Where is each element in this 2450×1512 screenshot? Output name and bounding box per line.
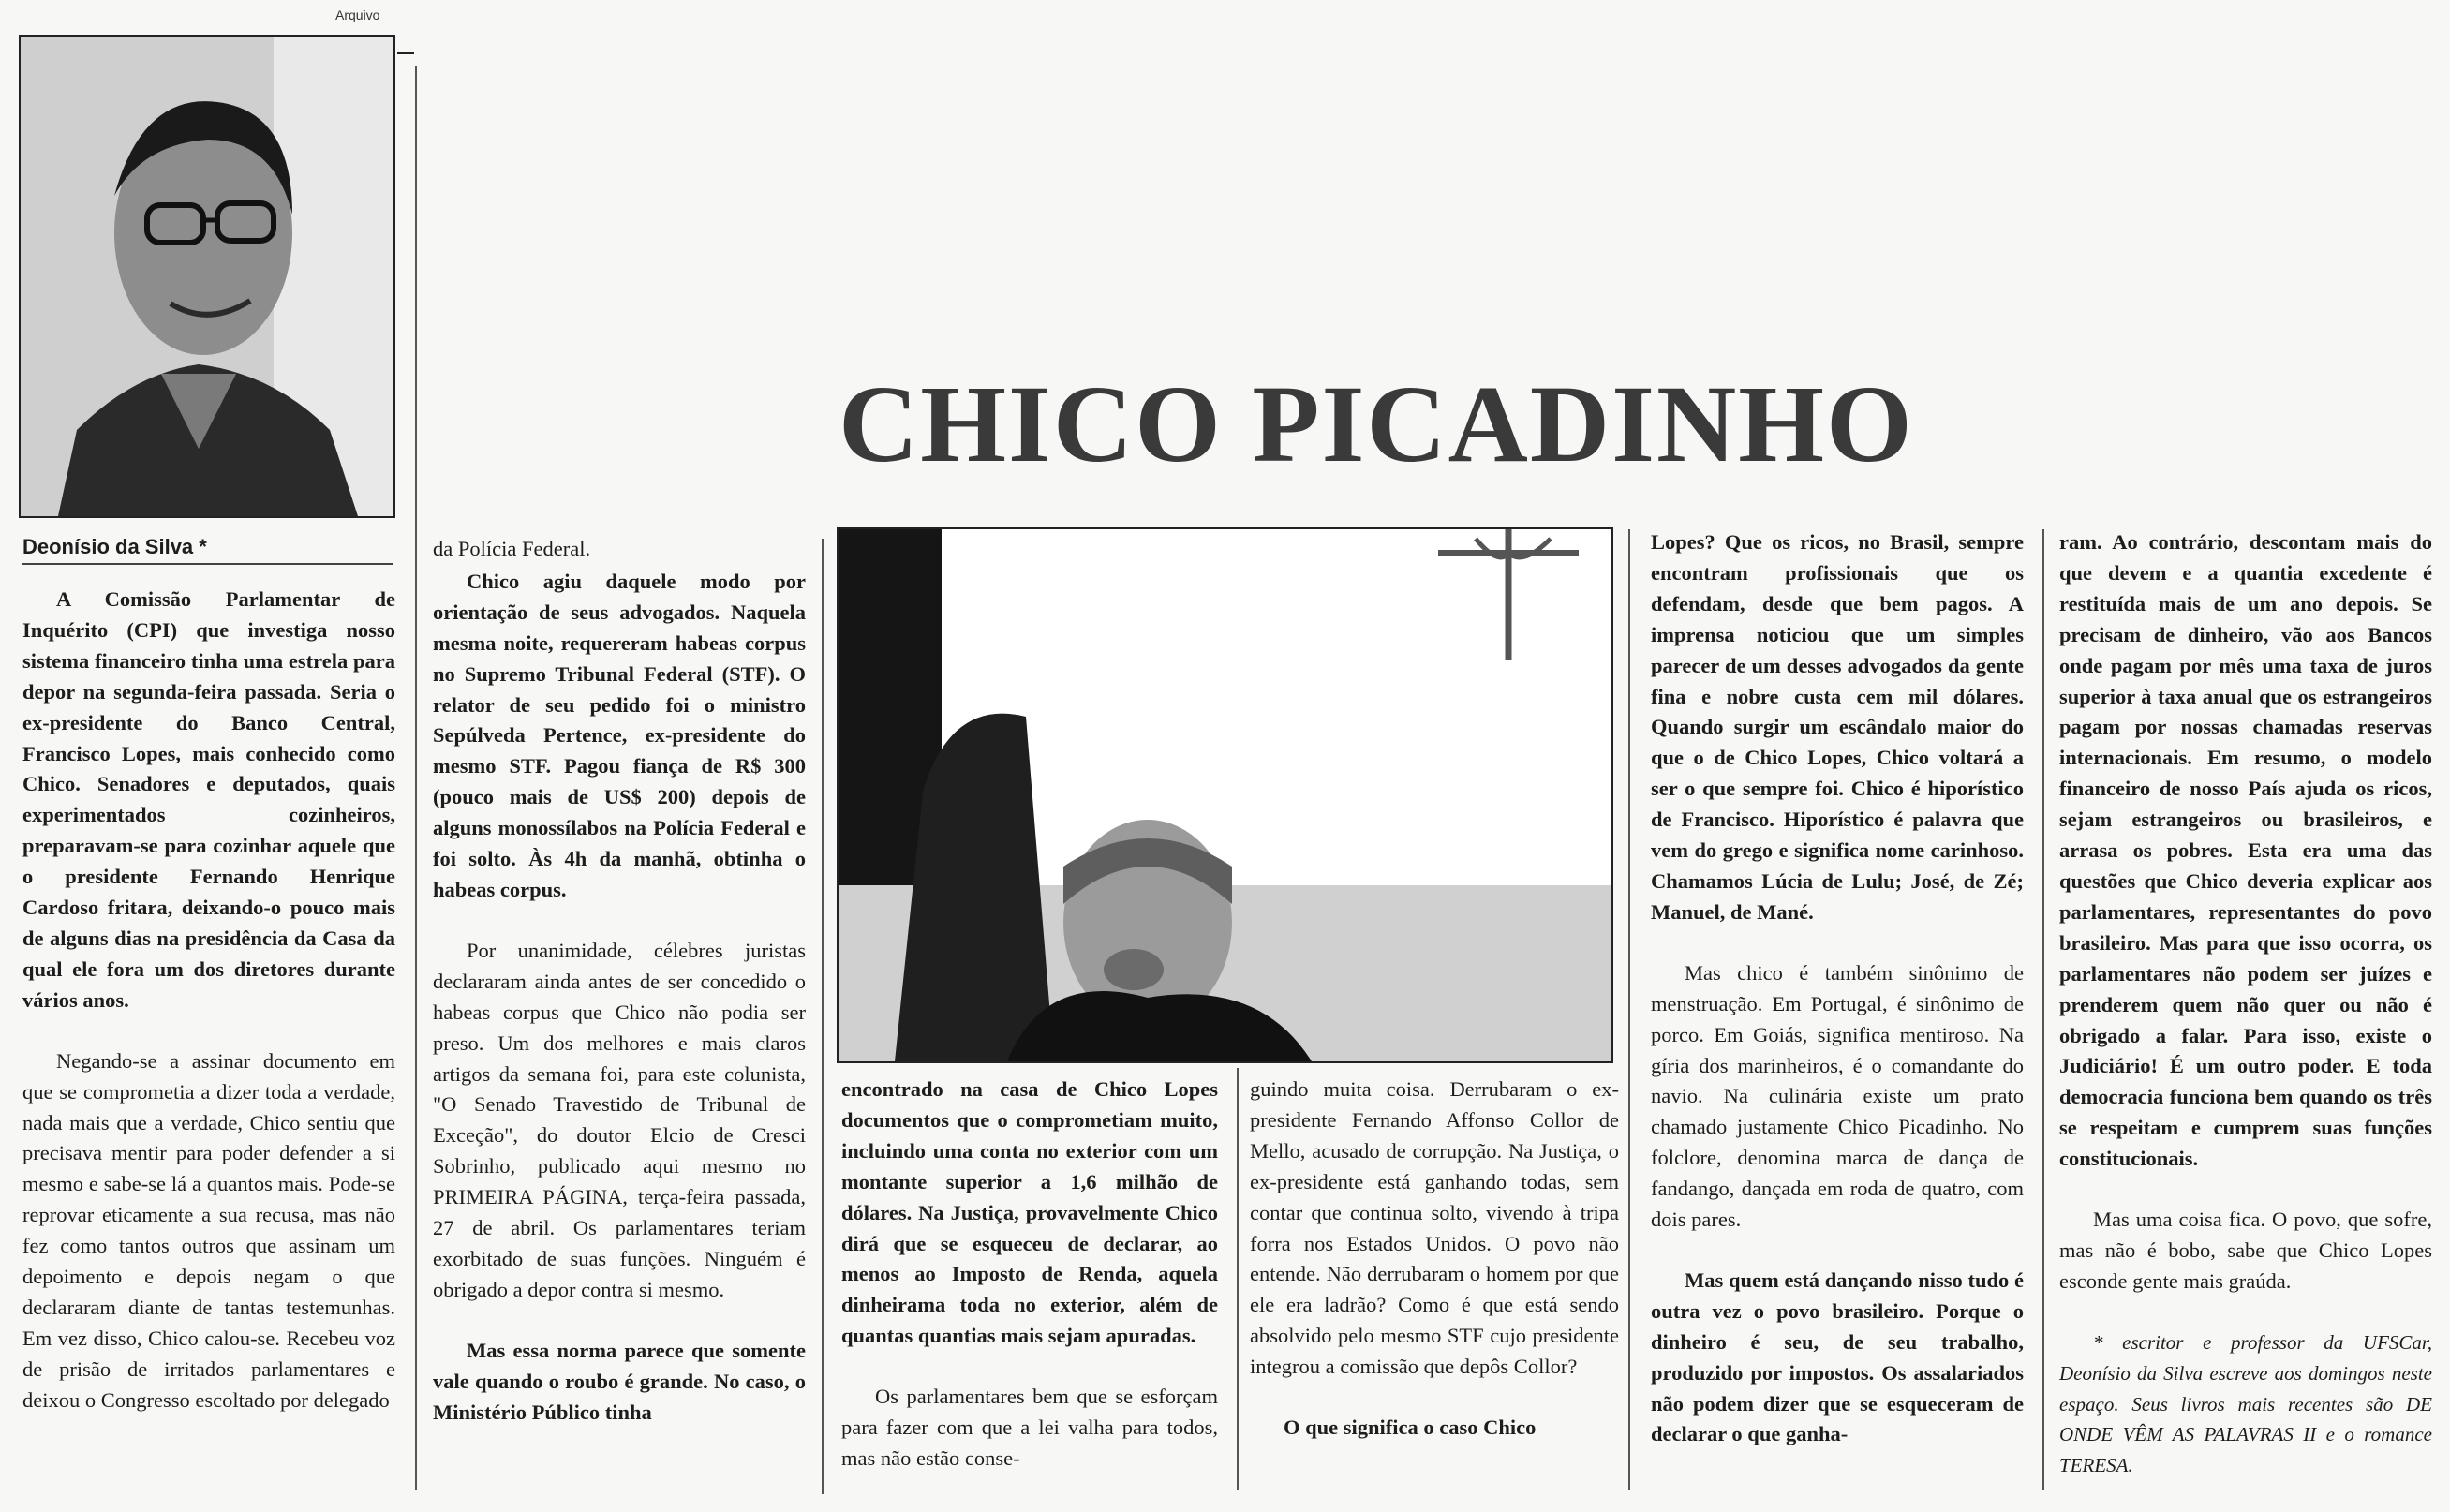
column-divider	[1237, 1068, 1239, 1490]
author-portrait	[19, 35, 395, 518]
article-column-3	[841, 1075, 1218, 1505]
paragraph: ram. Ao contrário, descontam mais do que devem e a quantia excedente é restituída mais de um ano depois. Se precisam de dinheiro, vão aos Bancos onde pagam por mês uma taxa de juros superior à taxa anual que os estrangeiros pagam por nossas chamadas reservas internacionais. Em resumo, o modelo financeiro de nosso País ajuda os ricos, sejam estrangeiros ou brasileiros, e arrasa os pobres. Esta era uma das questões que Chico deveria explicar aos parlamentares, representantes do povo brasileiro. Mas para que isso ocorra, os parlamentares não podem ser juízes e prenderem quem não quer ou não é obrigado a falar. Para isso, existe o Judiciário! É um outro poder. E toda democracia funciona bem quando os três se respeitam e cumprem suas funções constitucionais.	[2059, 530, 2432, 1171]
article-photo-drawing	[839, 529, 1611, 1061]
photo-credit: Arquivo	[335, 7, 380, 22]
article-column-5	[1651, 527, 2024, 1480]
author-portrait-drawing	[21, 37, 393, 516]
column-divider	[415, 66, 417, 1490]
paragraph: Negando-se a assinar documento em que se comprometia a dizer toda a verdade, nada mais que a verdade, Chico sentiu que precisava mentir para poder defender a si mesmo e sabe-se lá a quantos mais. Pode-se reprovar eticamente a sua recusa, mas não fez como tantos outros que assinam um depoimento e depois negam o que declararam diante de tantas testemunhas. Em vez disso, Chico calou-se. Recebeu voz de prisão de irritados parlamentares e deixou o Congresso escoltado por delegado	[22, 1048, 395, 1412]
paragraph: A Comissão Parlamentar de Inquérito (CPI) que investiga nosso sistema financeiro tinha uma estrela para depor na segunda-feira passada. Seria o ex-presidente do Banco Central, Francisco Lopes, mais conhecido como Chico. Senadores e deputados, quais experimentados cozinheiros, preparavam-se para cozinhar aquele que o presidente Fernando Henrique Cardoso fritara, deixando-o pouco mais de alguns dias na presidência da Casa da qual ele fora um dos diretores durante vários anos.	[22, 587, 395, 1012]
paragraph: Por unanimidade, célebres juristas declararam ainda antes de ser concedido o habeas corpus que Chico não podia ser preso. Um dos melhores e mais claros artigos da semana foi, para este colunista, "O Senado Travestido de Tribunal de Exceção", do doutor Elcio de Cresci Sobrinho, publicado aqui mesmo no PRIMEIRA PÁGINA, terça-feira passada, 27 de abril. Os parlamentares teriam exorbitado de suas funções. Ninguém é obrigado a depor contra si mesmo.	[433, 938, 806, 1301]
author-note: * escritor e professor da UFSCar, Deonísio da Silva escreve aos domingos neste espaço. Seus livros mais recentes são DE ONDE VÊM AS PALAVRAS II e o romance TERESA.	[2059, 1330, 2432, 1477]
paragraph: Mas chico é também sinônimo de menstruação. Em Portugal, é sinônimo de porco. Em Goiás, significa mentiroso. Na gíria dos marinheiros, é o comandante do navio. Na culinária existe um prato chamado justamente Chico Picadinho. No folclore, denomina marca de dança de fandango, dançada em roda de quatro, com dois pares.	[1651, 960, 2024, 1232]
paragraph: O que significa o caso Chico	[1284, 1416, 1537, 1440]
article-column-1	[22, 585, 395, 1446]
column-divider	[822, 539, 824, 1494]
paragraph: Lopes? Que os ricos, no Brasil, sempre encontram profissionais que os defendam, desde que bem pagos. A imprensa noticiou que um simples parecer de um desses advogados da gente fina e nobre custa cem mil dólares. Quando surgir um escândalo maior do que o de Chico Lopes, Chico voltará a ser o que sempre foi. Chico é hiporístico de Francisco. Hiporístico é palavra que vem do grego e significa nome carinhoso. Chamamos Lúcia de Lulu; José, de Zé; Manuel, de Mané.	[1651, 530, 2024, 924]
paragraph: Mas uma coisa fica. O povo, que sofre, mas não é bobo, sabe que Chico Lopes esconde gente mais graúda.	[2059, 1208, 2432, 1293]
paragraph: encontrado na casa de Chico Lopes documentos que o comprometiam muito, incluindo uma conta no exterior com um montante superior a 1,6 milhão de dólares. Na Justiça, provavelmente Chico dirá que se esqueceu de declarar, ao menos ao Imposto de Renda, aquela dinheirama toda no exterior, além de quantas quantias mais sejam apuradas.	[841, 1077, 1218, 1348]
article-column-6	[2059, 527, 2432, 1511]
headline: CHICO PICADINHO	[839, 363, 1914, 485]
photo-edge-line	[397, 52, 414, 54]
author-byline: Deonísio da Silva *	[22, 535, 393, 565]
article-photo	[837, 527, 1613, 1063]
article-column-2	[433, 534, 806, 1458]
paragraph: Mas essa norma parece que somente vale quando o roubo é grande. No caso, o Ministério Público tinha	[433, 1338, 806, 1424]
paragraph: Os parlamentares bem que se esforçam para fazer com que a lei valha para todos, mas não estão conse-	[841, 1385, 1218, 1470]
paragraph: guindo muita coisa. Derrubaram o ex-presidente Fernando Affonso Collor de Mello, acusado de corrupção. Na Justiça, o ex-presidente está ganhando todas, sem contar que continua solto, vivendo à tripa forra nos Estados Unidos. O povo não entende. Não derrubaram o homem por que ele era ladrão? Como é que está sendo absolvido pelo mesmo STF cujo presidente integrou a comissão que depôs Collor?	[1250, 1077, 1619, 1379]
column-divider	[1628, 529, 1630, 1490]
paragraph: Chico agiu daquele modo por orientação de seus advogados. Naquela mesma noite, requereram habeas corpus no Supremo Tribunal Federal (STF). O relator de seu pedido foi o ministro Sepúlveda Pertence, ex-presidente do mesmo STF. Pagou fiança de R$ 300 (pouco mais de US$ 200) depois de alguns monossílabos na Polícia Federal e foi solto. Às 4h da manhã, obtinha o habeas corpus.	[433, 569, 806, 901]
paragraph: Mas quem está dançando nisso tudo é outra vez o povo brasileiro. Porque o dinheiro é seu, de seu trabalho, produzido por impostos. Os assalariados não podem dizer que se esqueceram de declarar o que ganha-	[1651, 1267, 2024, 1446]
article-column-4	[1250, 1075, 1619, 1474]
paragraph: da Polícia Federal.	[433, 537, 591, 560]
column-divider	[2042, 529, 2044, 1490]
